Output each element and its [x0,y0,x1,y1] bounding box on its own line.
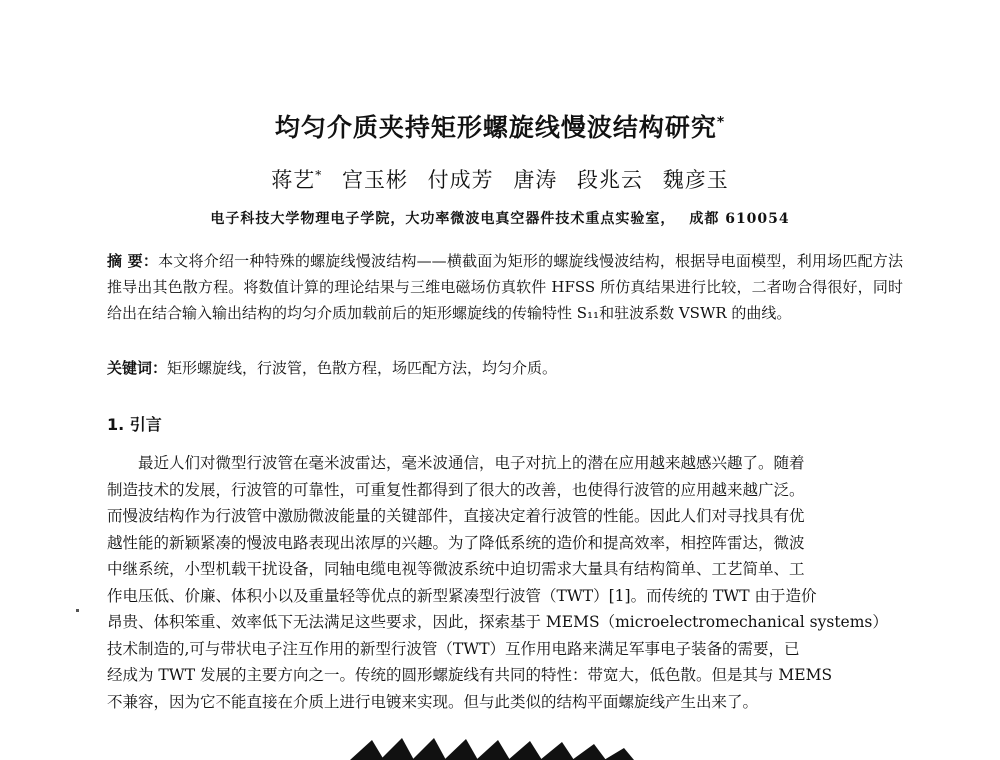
body-line: 昂贵、体积笨重、效率低下无法满足这些要求，因此，探索基于 MEMS（microelectromechanical systems） [107,613,888,631]
body-line: 作电压低、价廉、体积小以及重量轻等优点的新型紧凑型行波管（TWT）[1]。而传统的 TWT 由于造价 [107,586,817,605]
abstract-label: 摘 要： [107,252,159,270]
helix-figure-fragment [350,738,650,760]
author-3: 付成芳 [427,168,494,192]
keywords [107,355,903,381]
abstract-text: 本文将介绍一种特殊的螺旋线慢波结构——横截面为矩形的螺旋线慢波结构，根据导电面模型，利用场匹配方法推导出其色散方程。将数值计算的理论结果与三维电磁场仿真软件 HFSS 所仿真结果进行比较，二者吻合得很好，同时给出在结合输入输出结构的均匀介质加载前后的矩形螺旋线的传输特性 S₁₁和驻波系数 VSWR 的曲线。 [107,252,903,322]
paper-title [0,108,1000,144]
scan-speck [76,609,79,612]
helix-turn [380,738,414,760]
author-5: 段兆云 [577,168,644,192]
helix-turn [604,748,634,760]
helix-turn [508,741,542,760]
body-line: 中继系统，小型机载干扰设备，同轴电缆电视等微波系统中迫切需求大量具有结构简单、工艺简单、工 [107,560,805,578]
helix-turns [350,738,634,760]
author-list [0,164,1000,194]
helix-turn [444,739,478,760]
abstract [107,248,903,326]
helix-turn [572,744,606,760]
author-2: 宫玉彬 [341,168,408,192]
helix-turn [476,740,510,760]
body-line: 制造技术的发展，行波管的可靠性，可重复性都得到了很大的改善，也使得行波管的应用越来越广泛。 [107,480,805,499]
author-4: 唐涛 [513,168,558,192]
helix-turn [412,738,446,760]
affiliation [0,208,1000,228]
body-line: 最近人们对微型行波管在毫米波雷达，毫米波通信，电子对抗上的潜在应用越来越感兴趣了。随着 [138,454,805,472]
affiliation-text: 电子科技大学物理电子学院，大功率微波电真空器件技术重点实验室， [210,211,676,227]
body-line: 越性能的新颖紧凑的慢波电路表现出浓厚的兴趣。为了降低系统的造价和提高效率，相控阵雷达，微波 [107,533,805,552]
body-line: 经成为 TWT 发展的主要方向之一。传统的圆形螺旋线有共同的特性：带宽大，低色散。但是其与 MEMS [107,666,833,684]
body-line: 不兼容，因为它不能直接在介质上进行电镀来实现。但与此类似的结构平面螺旋线产生出来了。 [107,692,759,711]
affiliation-city: 成都 610054 [689,211,790,227]
section-heading: 1. 引言 [107,415,162,434]
title-footnote-mark: * [716,114,726,131]
body-paragraph [107,450,903,715]
keywords-text: 矩形螺旋线，行波管，色散方程，场匹配方法，均匀介质。 [167,359,558,377]
author-6: 魏彦玉 [662,168,729,192]
helix-turn [350,740,384,760]
helix-turn [540,742,574,760]
body-line: 而慢波结构作为行波管中激励微波能量的关键部件，直接决定着行波管的性能。因此人们对寻找具有优 [107,507,805,525]
title-text: 均匀介质夹持矩形螺旋线慢波结构研究 [274,113,717,142]
author-1: 蒋艺 [271,168,316,192]
keywords-label: 关键词： [107,359,168,377]
author-name [271,168,322,192]
body-line: 技术制造的,可与带状电子注互作用的新型行波管（TWT）互作用电路来满足军事电子装备的需要，已 [107,639,800,658]
author-footnote-mark: * [315,168,323,182]
